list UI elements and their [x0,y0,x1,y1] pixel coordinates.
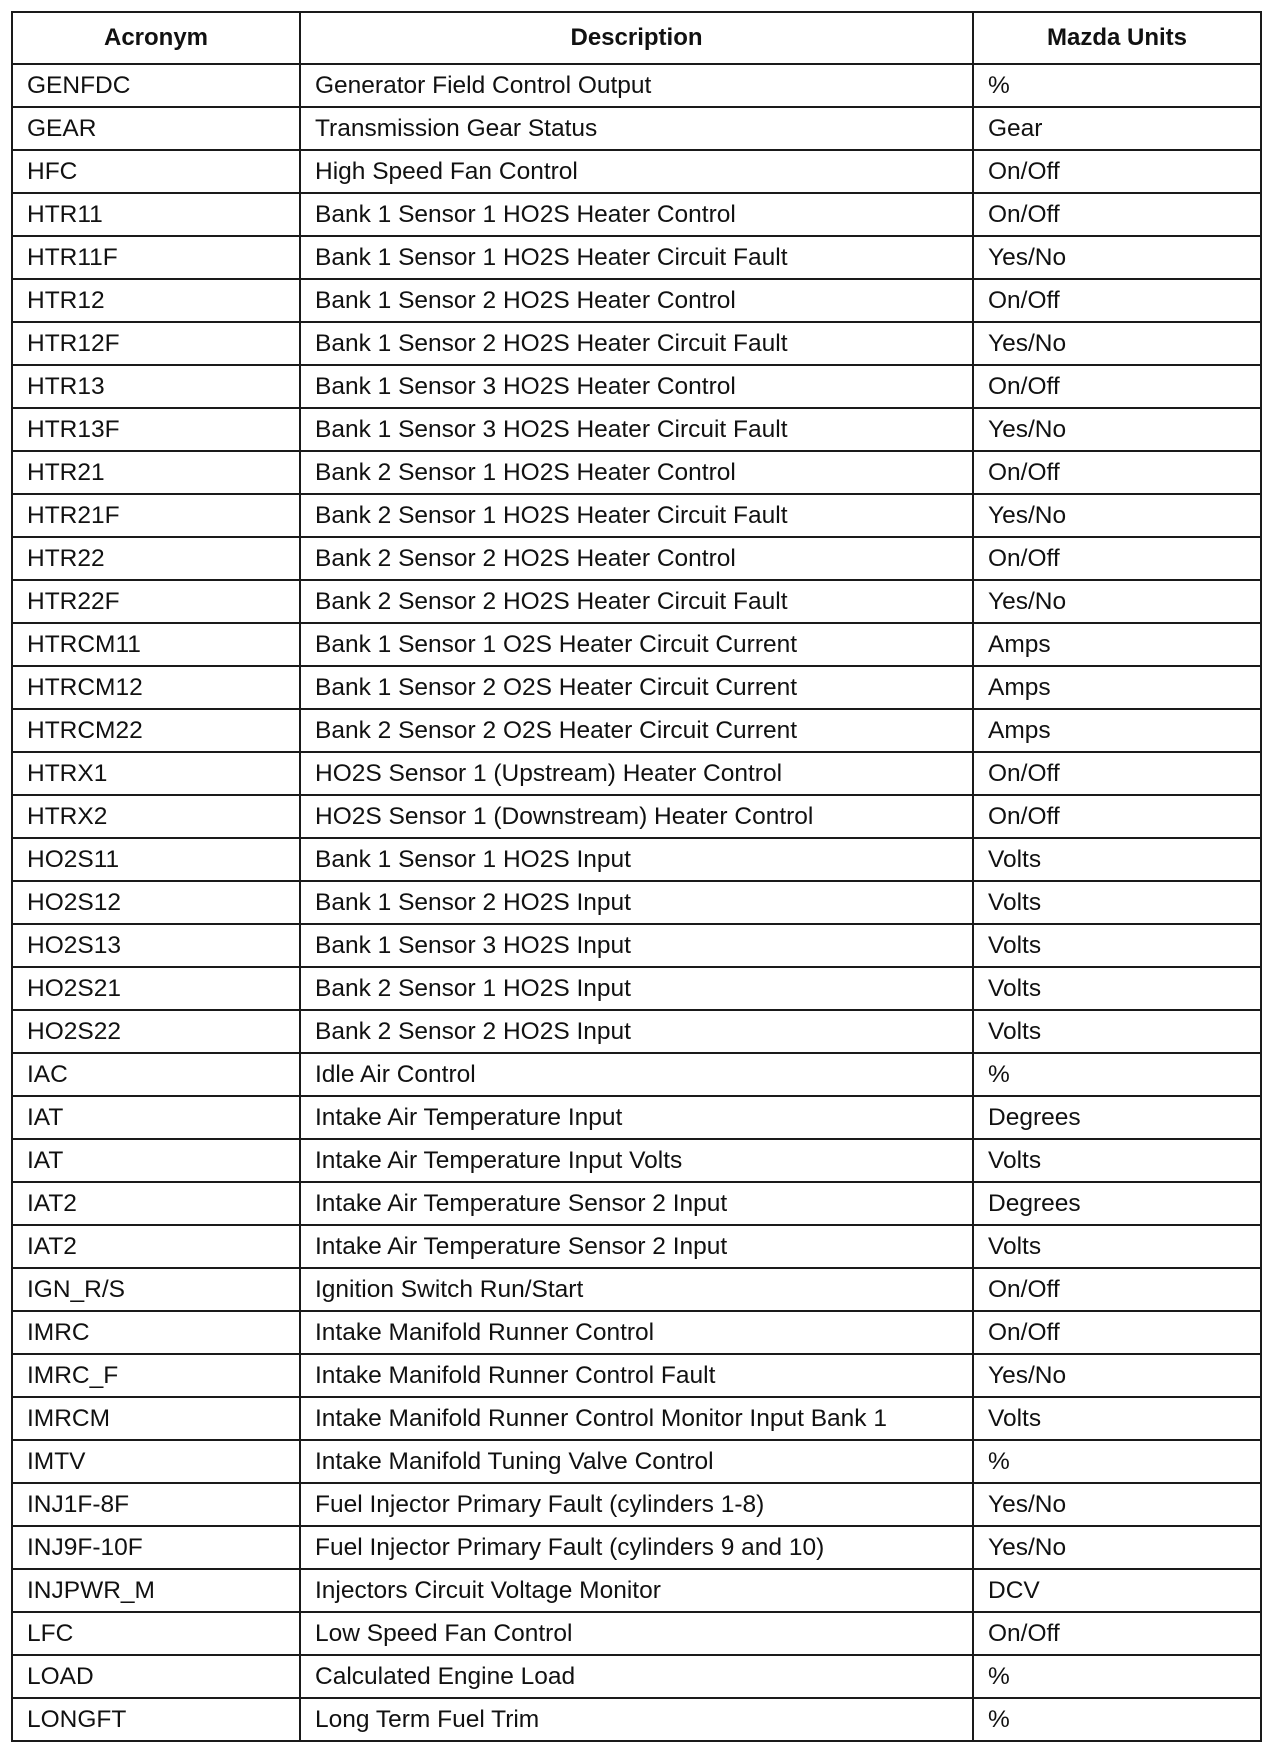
table-row [12,580,1261,623]
cell-description: Intake Manifold Runner Control Monitor Input Bank 1 [300,1397,973,1440]
cell-acronym: GEAR [12,107,300,150]
cell-acronym: LONGFT [12,1698,300,1741]
cell-units: On/Off [973,451,1261,494]
cell-acronym: HTRCM12 [12,666,300,709]
cell-units: Degrees [973,1096,1261,1139]
table-row [12,193,1261,236]
table-row [12,838,1261,881]
cell-description: Bank 1 Sensor 2 O2S Heater Circuit Current [300,666,973,709]
cell-description: Bank 2 Sensor 2 HO2S Heater Control [300,537,973,580]
cell-units: Amps [973,709,1261,752]
cell-acronym: LFC [12,1612,300,1655]
table-row [12,1483,1261,1526]
cell-units: Volts [973,967,1261,1010]
cell-units: On/Off [973,1268,1261,1311]
cell-units: % [973,1053,1261,1096]
cell-acronym: HFC [12,150,300,193]
cell-acronym: GENFDC [12,64,300,107]
cell-description: Bank 1 Sensor 1 HO2S Heater Circuit Fault [300,236,973,279]
table-row [12,1182,1261,1225]
table-row [12,1526,1261,1569]
table-row [12,709,1261,752]
cell-acronym: INJ1F-8F [12,1483,300,1526]
table-row [12,365,1261,408]
cell-description: Ignition Switch Run/Start [300,1268,973,1311]
cell-description: Transmission Gear Status [300,107,973,150]
cell-acronym: HTR22F [12,580,300,623]
cell-units: % [973,64,1261,107]
table-row [12,881,1261,924]
table-row [12,537,1261,580]
cell-units: Volts [973,838,1261,881]
cell-description: HO2S Sensor 1 (Downstream) Heater Control [300,795,973,838]
cell-units: Yes/No [973,408,1261,451]
header-description: Description [300,12,973,64]
table-row [12,967,1261,1010]
cell-units: On/Off [973,279,1261,322]
table-row [12,1397,1261,1440]
cell-acronym: HO2S11 [12,838,300,881]
cell-description: Bank 2 Sensor 2 HO2S Input [300,1010,973,1053]
table-row [12,1096,1261,1139]
cell-units: On/Off [973,795,1261,838]
cell-description: Intake Manifold Tuning Valve Control [300,1440,973,1483]
cell-units: Yes/No [973,1526,1261,1569]
table-row [12,1612,1261,1655]
table-row [12,150,1261,193]
cell-description: Fuel Injector Primary Fault (cylinders 9 and 10) [300,1526,973,1569]
cell-units: Volts [973,1010,1261,1053]
cell-acronym: IMRC [12,1311,300,1354]
cell-units: On/Off [973,537,1261,580]
table-row [12,752,1261,795]
table-row [12,666,1261,709]
cell-acronym: HTR22 [12,537,300,580]
cell-description: HO2S Sensor 1 (Upstream) Heater Control [300,752,973,795]
cell-units: Yes/No [973,1483,1261,1526]
cell-acronym: IAT [12,1139,300,1182]
pid-table [11,11,1262,1742]
cell-description: Calculated Engine Load [300,1655,973,1698]
table-row [12,1268,1261,1311]
cell-description: High Speed Fan Control [300,150,973,193]
cell-units: Yes/No [973,580,1261,623]
cell-description: Bank 1 Sensor 1 HO2S Heater Control [300,193,973,236]
cell-description: Bank 1 Sensor 3 HO2S Heater Control [300,365,973,408]
cell-acronym: HTRCM22 [12,709,300,752]
table-body [12,64,1261,1741]
cell-units: On/Off [973,752,1261,795]
cell-description: Bank 1 Sensor 2 HO2S Heater Control [300,279,973,322]
cell-description: Bank 1 Sensor 1 HO2S Input [300,838,973,881]
table-header [12,12,1261,64]
cell-description: Injectors Circuit Voltage Monitor [300,1569,973,1612]
cell-description: Intake Air Temperature Input Volts [300,1139,973,1182]
cell-units: Volts [973,881,1261,924]
table-row [12,1440,1261,1483]
table-row [12,1225,1261,1268]
cell-units: % [973,1655,1261,1698]
cell-acronym: HTR13 [12,365,300,408]
cell-description: Intake Manifold Runner Control Fault [300,1354,973,1397]
cell-description: Intake Air Temperature Sensor 2 Input [300,1182,973,1225]
table-row [12,1311,1261,1354]
cell-acronym: IMRC_F [12,1354,300,1397]
table-row [12,494,1261,537]
cell-description: Low Speed Fan Control [300,1612,973,1655]
cell-description: Bank 1 Sensor 3 HO2S Heater Circuit Fault [300,408,973,451]
table-row [12,107,1261,150]
cell-description: Bank 1 Sensor 1 O2S Heater Circuit Current [300,623,973,666]
cell-units: Gear [973,107,1261,150]
cell-units: Yes/No [973,494,1261,537]
cell-units: Volts [973,1225,1261,1268]
cell-units: Amps [973,666,1261,709]
cell-acronym: HTRCM11 [12,623,300,666]
cell-description: Bank 1 Sensor 2 HO2S Heater Circuit Fault [300,322,973,365]
cell-description: Bank 2 Sensor 1 HO2S Heater Circuit Fault [300,494,973,537]
table-row [12,408,1261,451]
cell-units: Yes/No [973,1354,1261,1397]
table-row [12,1139,1261,1182]
table-row [12,1053,1261,1096]
cell-units: On/Off [973,1612,1261,1655]
table-row [12,1354,1261,1397]
cell-units: Volts [973,924,1261,967]
table-row [12,451,1261,494]
cell-units: Yes/No [973,236,1261,279]
header-units: Mazda Units [973,12,1261,64]
cell-units: On/Off [973,193,1261,236]
cell-description: Intake Air Temperature Input [300,1096,973,1139]
cell-units: Volts [973,1139,1261,1182]
cell-units: Volts [973,1397,1261,1440]
cell-acronym: INJ9F-10F [12,1526,300,1569]
cell-acronym: HTR11F [12,236,300,279]
cell-acronym: HTRX1 [12,752,300,795]
header-acronym: Acronym [12,12,300,64]
cell-units: % [973,1698,1261,1741]
cell-acronym: INJPWR_M [12,1569,300,1612]
cell-description: Bank 2 Sensor 2 HO2S Heater Circuit Fault [300,580,973,623]
cell-acronym: IAT2 [12,1225,300,1268]
table-row [12,279,1261,322]
table-row [12,1655,1261,1698]
cell-units: On/Off [973,365,1261,408]
cell-units: On/Off [973,1311,1261,1354]
table-row [12,64,1261,107]
table-row [12,623,1261,666]
cell-units: On/Off [973,150,1261,193]
cell-acronym: HTR12F [12,322,300,365]
cell-description: Bank 1 Sensor 3 HO2S Input [300,924,973,967]
cell-acronym: IMRCM [12,1397,300,1440]
cell-acronym: IAT [12,1096,300,1139]
cell-acronym: HTRX2 [12,795,300,838]
cell-acronym: IMTV [12,1440,300,1483]
cell-acronym: HO2S22 [12,1010,300,1053]
table-row [12,236,1261,279]
cell-description: Bank 2 Sensor 1 HO2S Heater Control [300,451,973,494]
cell-description: Intake Air Temperature Sensor 2 Input [300,1225,973,1268]
header-row [12,12,1261,64]
cell-acronym: LOAD [12,1655,300,1698]
cell-acronym: HTR21 [12,451,300,494]
cell-description: Idle Air Control [300,1053,973,1096]
cell-acronym: HO2S21 [12,967,300,1010]
cell-acronym: IAT2 [12,1182,300,1225]
cell-acronym: HO2S13 [12,924,300,967]
cell-acronym: HTR11 [12,193,300,236]
cell-units: DCV [973,1569,1261,1612]
cell-acronym: HTR13F [12,408,300,451]
cell-acronym: HTR12 [12,279,300,322]
cell-description: Generator Field Control Output [300,64,973,107]
table-row [12,322,1261,365]
table-row [12,1698,1261,1741]
cell-description: Intake Manifold Runner Control [300,1311,973,1354]
table-row [12,1010,1261,1053]
cell-acronym: IGN_R/S [12,1268,300,1311]
cell-description: Bank 1 Sensor 2 HO2S Input [300,881,973,924]
table-row [12,795,1261,838]
cell-units: Amps [973,623,1261,666]
cell-description: Fuel Injector Primary Fault (cylinders 1-8) [300,1483,973,1526]
cell-units: Yes/No [973,322,1261,365]
cell-units: % [973,1440,1261,1483]
cell-description: Bank 2 Sensor 1 HO2S Input [300,967,973,1010]
cell-acronym: HO2S12 [12,881,300,924]
table-row [12,924,1261,967]
cell-description: Bank 2 Sensor 2 O2S Heater Circuit Current [300,709,973,752]
table-row [12,1569,1261,1612]
cell-description: Long Term Fuel Trim [300,1698,973,1741]
cell-units: Degrees [973,1182,1261,1225]
cell-acronym: HTR21F [12,494,300,537]
cell-acronym: IAC [12,1053,300,1096]
